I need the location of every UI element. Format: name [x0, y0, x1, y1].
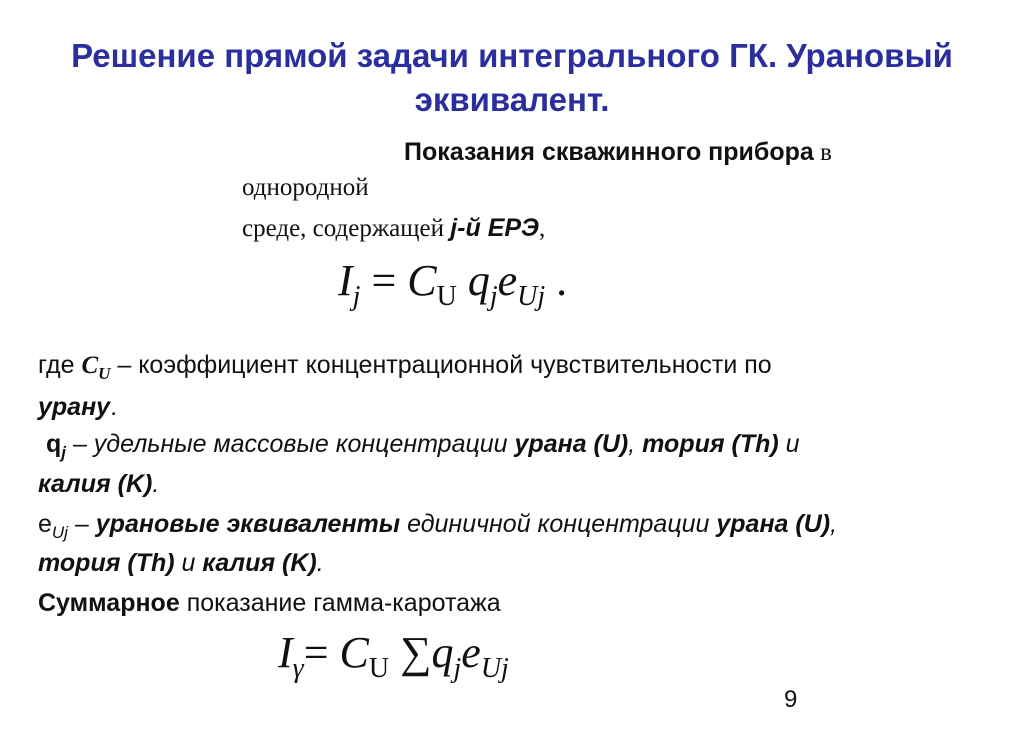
def-qj-line2: [38, 470, 159, 499]
f2-e: e: [461, 628, 481, 677]
f1-eq: =: [360, 256, 408, 305]
def-cu-symbol-sub: U: [98, 364, 111, 383]
f2-e-sub: Uj: [480, 653, 509, 684]
intro-line3: [242, 214, 545, 243]
formula-2: [278, 627, 509, 685]
def-qj-symbol-sub: j: [61, 443, 67, 462]
def-cu-text: – коэффициент концентрационной чувствительности по: [110, 351, 772, 379]
slide-title-line1: Решение прямой задачи интегрального ГК. Урановый: [71, 37, 953, 74]
slide-title-line2: эквивалент.: [414, 81, 610, 118]
def-qj-line1: [46, 430, 800, 463]
def-qj-symbol: q: [46, 430, 62, 458]
def-euj-dash: –: [67, 510, 96, 538]
def-euj-comma: ,: [830, 510, 838, 538]
intro-line3-end: ,: [539, 215, 546, 242]
page-number: 9: [784, 686, 798, 713]
def-cu-line2: [38, 393, 117, 422]
def-euj-kalia: калия (K): [202, 549, 317, 577]
intro-line1: [404, 138, 832, 167]
def-euj-line2: [38, 549, 324, 578]
f2-I-sub: γ: [292, 653, 304, 684]
def-cu-line1: [38, 351, 772, 384]
def-euj-and: и: [174, 549, 203, 577]
f1-end: .: [545, 256, 568, 305]
intro-line3-bold: j-й ЕРЭ: [450, 214, 540, 242]
intro-line2: однородной: [242, 174, 369, 201]
summary-bold: Суммарное: [38, 589, 180, 617]
def-euj-text: единичной концентрации: [400, 510, 717, 538]
def-qj-kalia: калия (K): [38, 470, 153, 498]
f1-q: q: [467, 256, 490, 305]
formula-1: [338, 255, 567, 313]
def-euj-end: .: [316, 549, 324, 577]
f1-C: C: [407, 256, 437, 305]
intro-rest: в: [813, 139, 832, 166]
f2-sum: ∑: [400, 628, 432, 677]
intro-line3-plain: среде, содержащей: [242, 215, 451, 242]
f2-I: I: [278, 628, 293, 677]
def-euj-symbol-sub: Uj: [51, 523, 68, 542]
f2-C-sub: U: [368, 653, 390, 684]
def-qj-comma: ,: [628, 430, 643, 458]
intro-bold: Показания скважинного прибора: [404, 138, 814, 166]
def-euj-toria: тория (Th): [38, 549, 175, 577]
summary-rest: показание гамма-каротажа: [179, 589, 501, 617]
def-qj-text: – удельные массовые концентрации: [66, 430, 515, 458]
f1-I: I: [338, 256, 353, 305]
def-euj-line1: [38, 510, 837, 543]
def-euj-equivalents: урановые эквиваленты: [95, 510, 401, 538]
f1-q-sub: j: [489, 281, 498, 312]
def-cu-uranu: урану: [38, 393, 111, 421]
def-qj-and: и: [778, 430, 800, 458]
def-cu-end: .: [110, 393, 118, 421]
summary-line: [38, 589, 501, 618]
f1-e-sub: Uj: [517, 281, 546, 312]
f2-q-sub: j: [453, 653, 462, 684]
f1-e: e: [497, 256, 518, 305]
def-euj-symbol: e: [38, 510, 52, 538]
f2-q: q: [431, 628, 454, 677]
def-cu-prefix: где: [38, 351, 82, 379]
def-qj-urana: урана (U): [514, 430, 629, 458]
f2-C: C: [339, 628, 369, 677]
f2-eq: =: [303, 628, 340, 677]
f1-C-sub: U: [436, 281, 457, 312]
def-cu-symbol: C: [81, 352, 99, 379]
def-qj-end: .: [152, 470, 160, 498]
def-euj-urana: урана (U): [716, 510, 831, 538]
def-qj-toria: тория (Th): [642, 430, 779, 458]
f1-I-sub: j: [352, 281, 361, 312]
